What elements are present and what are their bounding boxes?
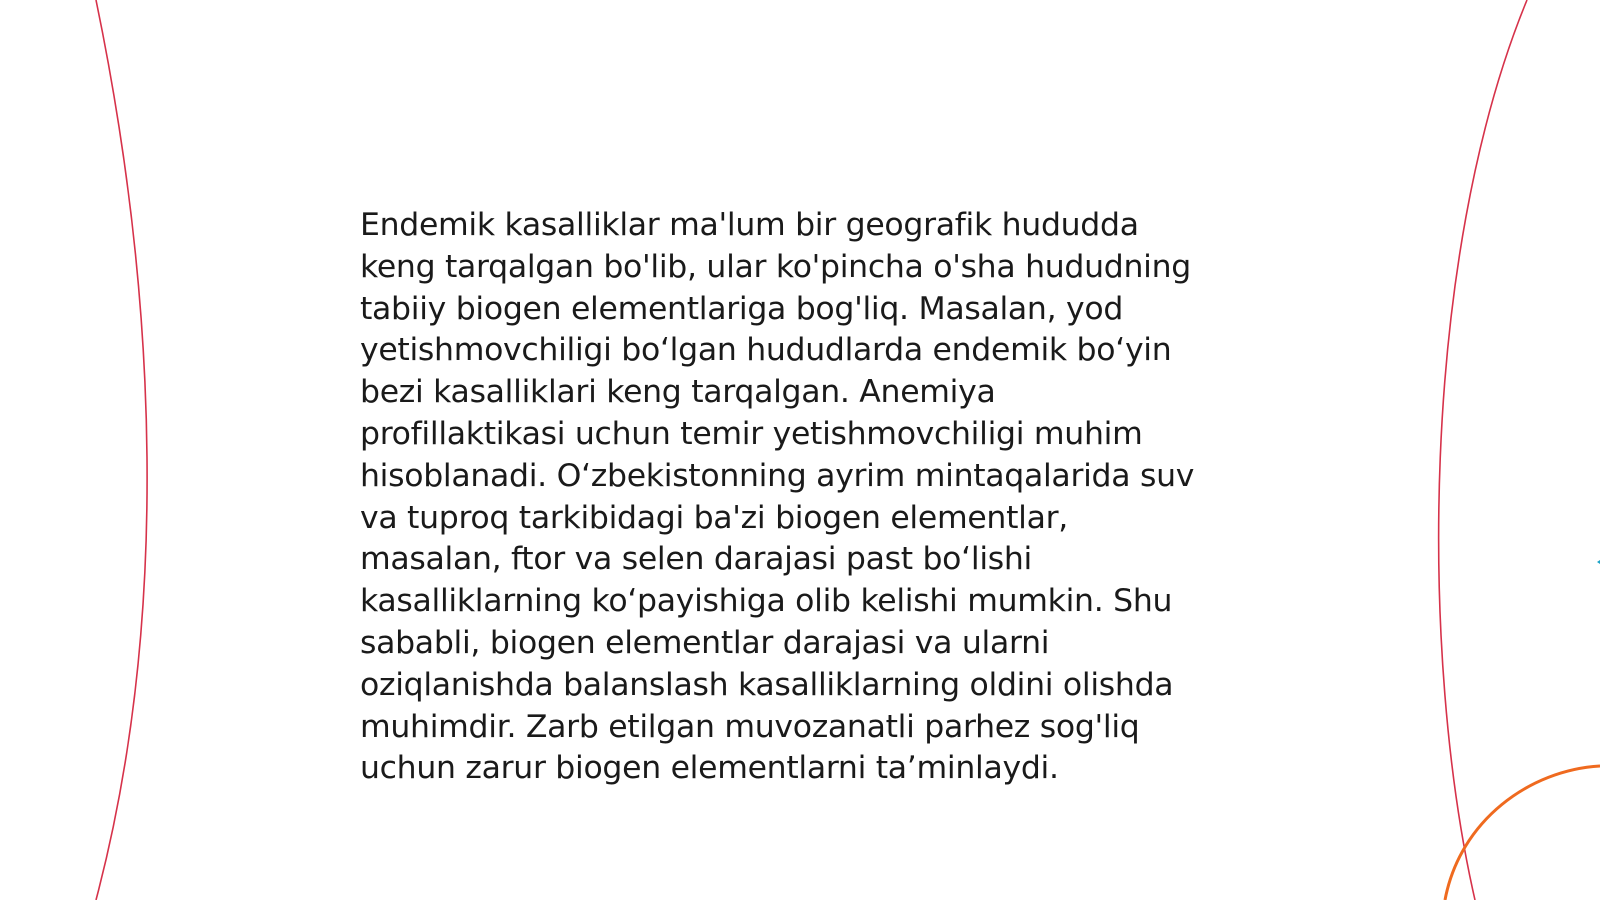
right-curve-line <box>1439 0 1527 900</box>
slide-body-text: Endemik kasalliklar ma'lum bir geografik hududda keng tarqalgan bo'lib, ular ko'pincha o'sha hududning tabiiy biogen elementlariga bog'liq. Masalan, yod yetishmovchiligi boʻlgan hududlarda endemik boʻyin bezi kasalliklari keng tarqalgan. Anemiya profillaktikasi uchun temir yetishmovchiligi muhim hisoblanadi. Oʻzbekistonning ayrim mintaqalarida suv va tuproq tarkibidagi ba'zi biogen elementlar, masalan, ftor va selen darajasi past boʻlishi kasalliklarning koʻpayishiga olib kelishi mumkin. Shu sababli, biogen elementlar darajasi va ularni oziqlanishda balanslash kasalliklarning oldini olishda muhimdir. Zarb etilgan muvozanatli parhez sog'liq uchun zarur biogen elementlarni taʼminlaydi. <box>360 207 1195 787</box>
orange-arc <box>1445 766 1600 900</box>
left-curve-line <box>96 0 147 900</box>
